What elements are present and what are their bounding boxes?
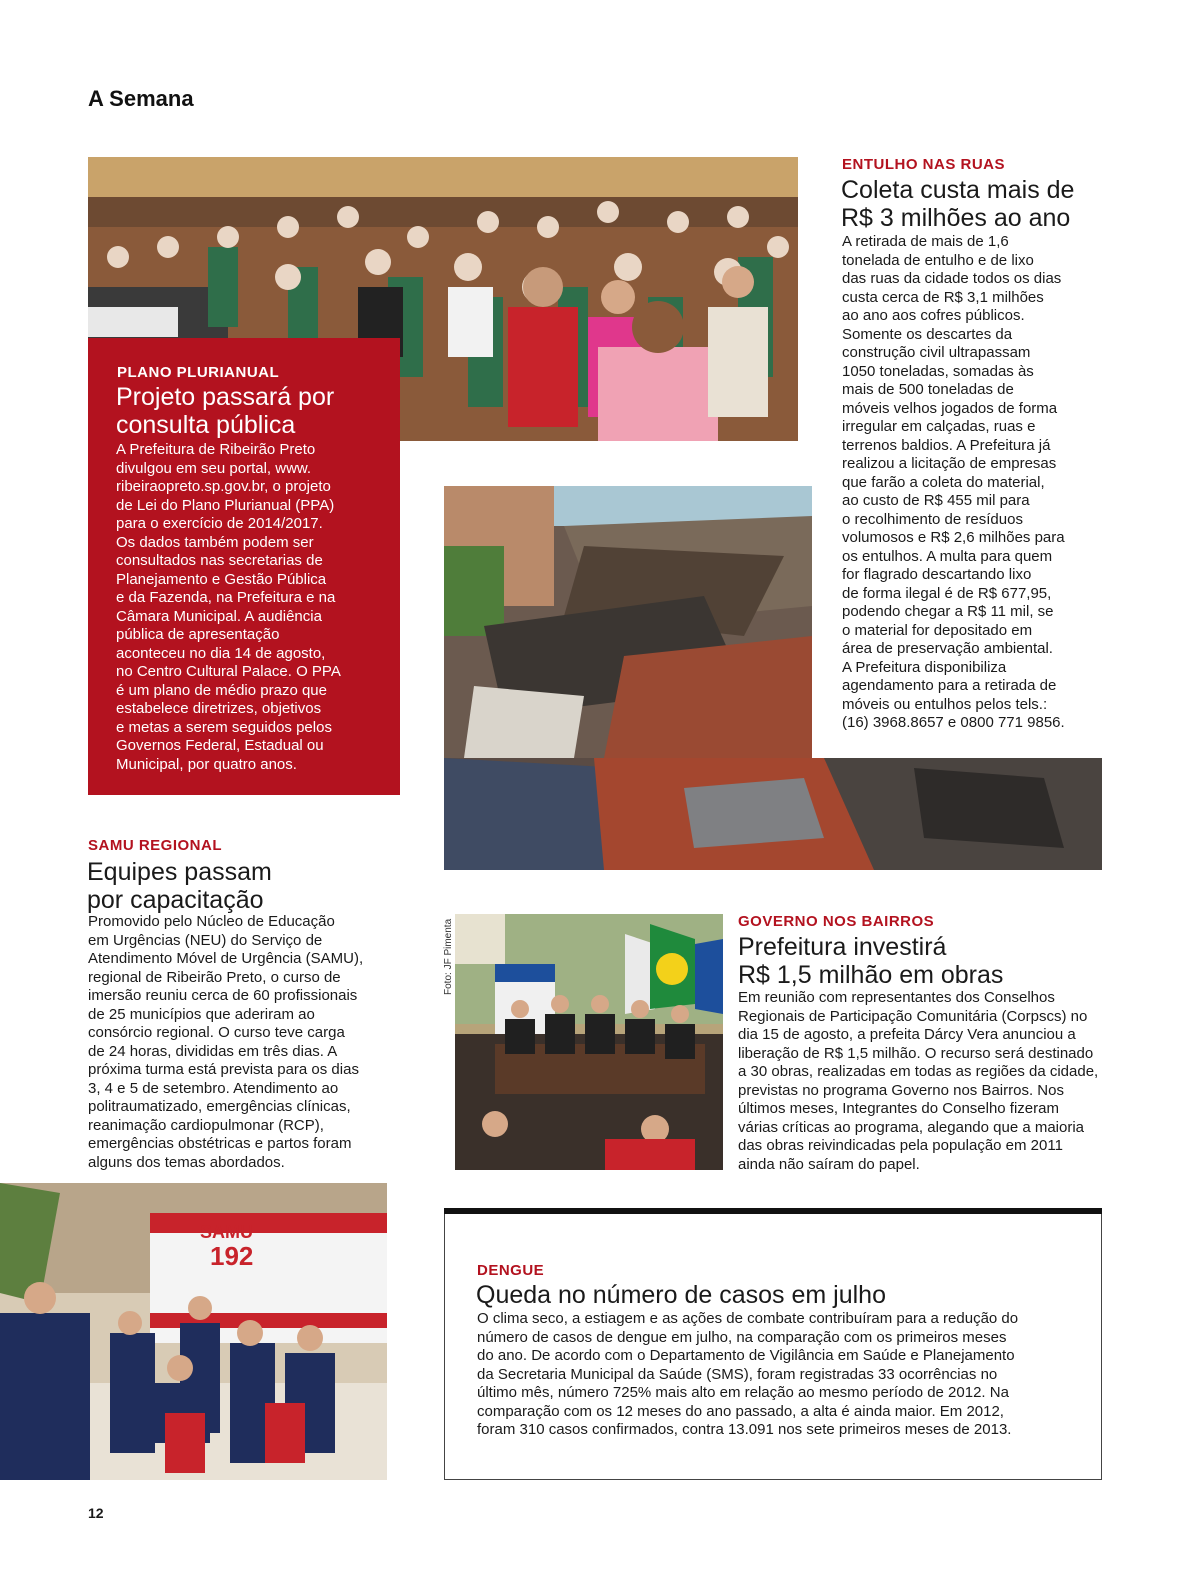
entulho-body-line: terrenos baldios. A Prefeitura já: [842, 436, 1051, 454]
ambulance-label-192: 192: [210, 1241, 254, 1271]
bairros-body-line: últimos meses, Integrantes do Conselho fizeram: [738, 1100, 1059, 1117]
ppa-body-line: divulgou em seu portal, www.: [116, 459, 312, 477]
bairros-body-line: previstas no programa Governo nos Bairros. Nos: [738, 1081, 1064, 1099]
entulho-body-line: A retirada de mais de 1,6: [842, 233, 1009, 250]
entulho-body-line: ao custo de R$ 455 mil para: [842, 492, 1030, 509]
bairros-body-line: liberação de R$ 1,5 milhão. O recurso será destinado: [738, 1044, 1094, 1062]
entulho-body: [842, 233, 1142, 733]
ppa-body-line: e metas a serem seguidos pelos: [116, 718, 332, 736]
entulho-body-line: ao ano aos cofres públicos.: [842, 307, 1025, 324]
dengue-body-line: número de casos de dengue em julho, na comparação com os primeiros meses: [477, 1328, 1007, 1346]
ppa-body-line: ribeiraopreto.sp.gov.br, o projeto: [116, 478, 331, 495]
entulho-body-line: irregular em calçadas, ruas e: [842, 418, 1036, 435]
entulho-body-line: de forma ilegal é de R$ 677,95,: [842, 584, 1052, 602]
samu-body-line: alguns dos temas abordados.: [88, 1153, 285, 1171]
ppa-body-line: Os dados também podem ser: [116, 533, 314, 551]
dengue-body-line: foram 310 casos confirmados, contra 13.091 nos sete primeiros meses de 2013.: [477, 1421, 1012, 1438]
ppa-headline-line-2: consulta pública: [116, 411, 296, 439]
samu-body-line: politraumatizado, emergências clínicas,: [88, 1098, 351, 1115]
samu-headline-line-2: por capacitação: [87, 886, 264, 914]
samu-headline-line-1: Equipes passam: [87, 858, 272, 886]
ppa-kicker: PLANO PLURIANUAL: [117, 364, 280, 381]
debris-photo-lower: [444, 758, 1102, 870]
ppa-body-line: Planejamento e Gestão Pública: [116, 570, 327, 588]
debris-photo-upper: [444, 486, 812, 758]
entulho-body-line: for flagrado descartando lixo: [842, 566, 1032, 583]
entulho-body-line: tonelada de entulho e de lixo: [842, 251, 1034, 269]
samu-body-line: reanimação cardiopulmonar (RCP),: [88, 1116, 324, 1134]
bairros-kicker: GOVERNO NOS BAIRROS: [738, 913, 935, 930]
samu-body-line: emergências obstétricas e partos foram: [88, 1135, 352, 1152]
ppa-body-line: Câmara Municipal. A audiência: [116, 607, 322, 625]
ppa-body-line: para o exercício de 2014/2017.: [116, 515, 323, 532]
entulho-body-line: 1050 toneladas, somadas às: [842, 362, 1034, 380]
bairros-body-line: ainda não saíram do papel.: [738, 1155, 920, 1173]
ppa-body-line: pública de apresentação: [116, 626, 280, 643]
entulho-headline-line-2: R$ 3 milhões ao ano: [841, 204, 1071, 232]
entulho-body-line: Somente os descartes da: [842, 325, 1013, 343]
entulho-body-line: A Prefeitura disponibiliza: [842, 658, 1007, 676]
ppa-body: [116, 441, 398, 774]
samu-body-line: próxima turma está prevista para os dias: [88, 1061, 359, 1078]
bairros-body-line: dia 15 de agosto, a prefeita Dárcy Vera anunciou a: [738, 1026, 1076, 1043]
ppa-body-line: aconteceu no dia 14 de agosto,: [116, 644, 326, 662]
ppa-body-line: e da Fazenda, na Prefeitura e na: [116, 589, 336, 606]
entulho-kicker: ENTULHO NAS RUAS: [842, 156, 1006, 173]
bairros-headline-line-1: Prefeitura investirá: [738, 933, 947, 961]
bairros-body-line: Regionais de Participação Comunitária (Corpscs) no: [738, 1007, 1088, 1025]
ppa-body-line: no Centro Cultural Palace. O PPA: [116, 663, 341, 680]
bairros-body-line: Em reunião com representantes dos Conselhos: [738, 989, 1055, 1006]
samu-body-line: em Urgências (NEU) do Serviço de: [88, 931, 323, 949]
entulho-body-line: os entulhos. A multa para quem: [842, 547, 1053, 565]
section-title: A Semana: [88, 86, 194, 111]
photo-credit: Foto: JF Pimenta: [443, 918, 454, 995]
samu-body-line: de 25 municípios que aderiram ao: [88, 1005, 315, 1023]
samu-body-line: Atendimento Móvel de Urgência (SAMU),: [88, 950, 364, 967]
bairros-meeting-photo: [455, 914, 723, 1170]
entulho-body-line: mais de 500 toneladas de: [842, 381, 1014, 398]
entulho-body-line: custa cerca de R$ 3,1 milhões: [842, 288, 1044, 306]
samu-body-line: de 24 horas, divididas em três dias. A: [88, 1042, 338, 1060]
entulho-body-line: (16) 3968.8657 e 0800 771 9856.: [842, 714, 1065, 731]
entulho-body-line: podendo chegar a R$ 11 mil, se: [842, 603, 1054, 620]
entulho-body-line: construção civil ultrapassam: [842, 344, 1031, 361]
ambulance-label-samu: SAMU: [200, 1222, 253, 1242]
dengue-kicker: DENGUE: [477, 1262, 545, 1279]
ppa-body-line: é um plano de médio prazo que: [116, 681, 327, 699]
entulho-body-line: agendamento para a retirada de: [842, 677, 1057, 694]
dengue-body-line: comparação com os 12 meses do ano passado, a alta é ainda maior. Em 2012,: [477, 1402, 1004, 1420]
ppa-body-line: de Lei do Plano Plurianual (PPA): [116, 496, 335, 514]
dengue-top-rule: [444, 1208, 1102, 1214]
ppa-body-line: consultados nas secretarias de: [116, 552, 323, 569]
entulho-body-line: móveis velhos jogados de forma: [842, 399, 1058, 417]
samu-body: [88, 913, 393, 1172]
entulho-body-line: que farão a coleta do material,: [842, 473, 1045, 491]
entulho-body-line: o recolhimento de resíduos: [842, 510, 1023, 528]
samu-body-line: regional de Ribeirão Preto, o curso de: [88, 968, 341, 986]
entulho-body-line: volumosos e R$ 2,6 milhões para: [842, 529, 1065, 546]
bairros-body-line: das obras reivindicadas pela população em 2011: [738, 1137, 1063, 1154]
ppa-headline-line-1: Projeto passará por: [116, 383, 335, 411]
dengue-body-line: O clima seco, a estiagem e as ações de combate contribuíram para a redução do: [477, 1310, 1019, 1327]
entulho-body-line: realizou a licitação de empresas: [842, 455, 1057, 472]
page-number: 12: [88, 1505, 104, 1521]
dengue-body-line: último mês, número 725% mais alto em relação ao mesmo período de 2012. Na: [477, 1384, 1009, 1401]
ppa-body-line: A Prefeitura de Ribeirão Preto: [116, 441, 316, 458]
bairros-body-line: a 30 obras, realizadas em todas as regiões da cidade,: [738, 1063, 1099, 1080]
dengue-headline: Queda no número de casos em julho: [476, 1281, 886, 1309]
entulho-body-line: área de preservação ambiental.: [842, 640, 1053, 657]
dengue-body-line: da Secretaria Municipal da Saúde (SMS), foram registradas 33 ocorrências no: [477, 1365, 998, 1383]
samu-kicker: SAMU REGIONAL: [88, 837, 222, 854]
samu-body-line: consórcio regional. O curso teve carga: [88, 1024, 345, 1041]
entulho-body-line: das ruas da cidade todos os dias: [842, 270, 1062, 287]
samu-body-line: Promovido pelo Núcleo de Educação: [88, 913, 335, 930]
ppa-article-box: [88, 338, 400, 795]
samu-body-line: 3, 4 e 5 de setembro. Atendimento ao: [88, 1079, 339, 1097]
samu-training-photo: [0, 1183, 387, 1480]
ppa-body-line: estabelece diretrizes, objetivos: [116, 700, 322, 717]
samu-body-line: imersão reuniu cerca de 60 profissionais: [88, 987, 358, 1004]
ppa-body-line: Governos Federal, Estadual ou: [116, 737, 324, 754]
entulho-headline-line-1: Coleta custa mais de: [841, 176, 1075, 204]
bairros-body: [738, 989, 1108, 1174]
entulho-body-line: móveis ou entulhos pelos tels.:: [842, 695, 1048, 713]
bairros-headline-line-2: R$ 1,5 milhão em obras: [738, 961, 1004, 989]
entulho-body-line: o material for depositado em: [842, 621, 1033, 639]
bairros-body-line: várias críticas ao programa, alegando que a maioria: [738, 1118, 1085, 1136]
ppa-body-line: Municipal, por quatro anos.: [116, 755, 297, 773]
dengue-body-line: do ano. De acordo com o Departamento de Vigilância em Saúde e Planejamento: [477, 1347, 1015, 1364]
dengue-body: [477, 1310, 1087, 1440]
